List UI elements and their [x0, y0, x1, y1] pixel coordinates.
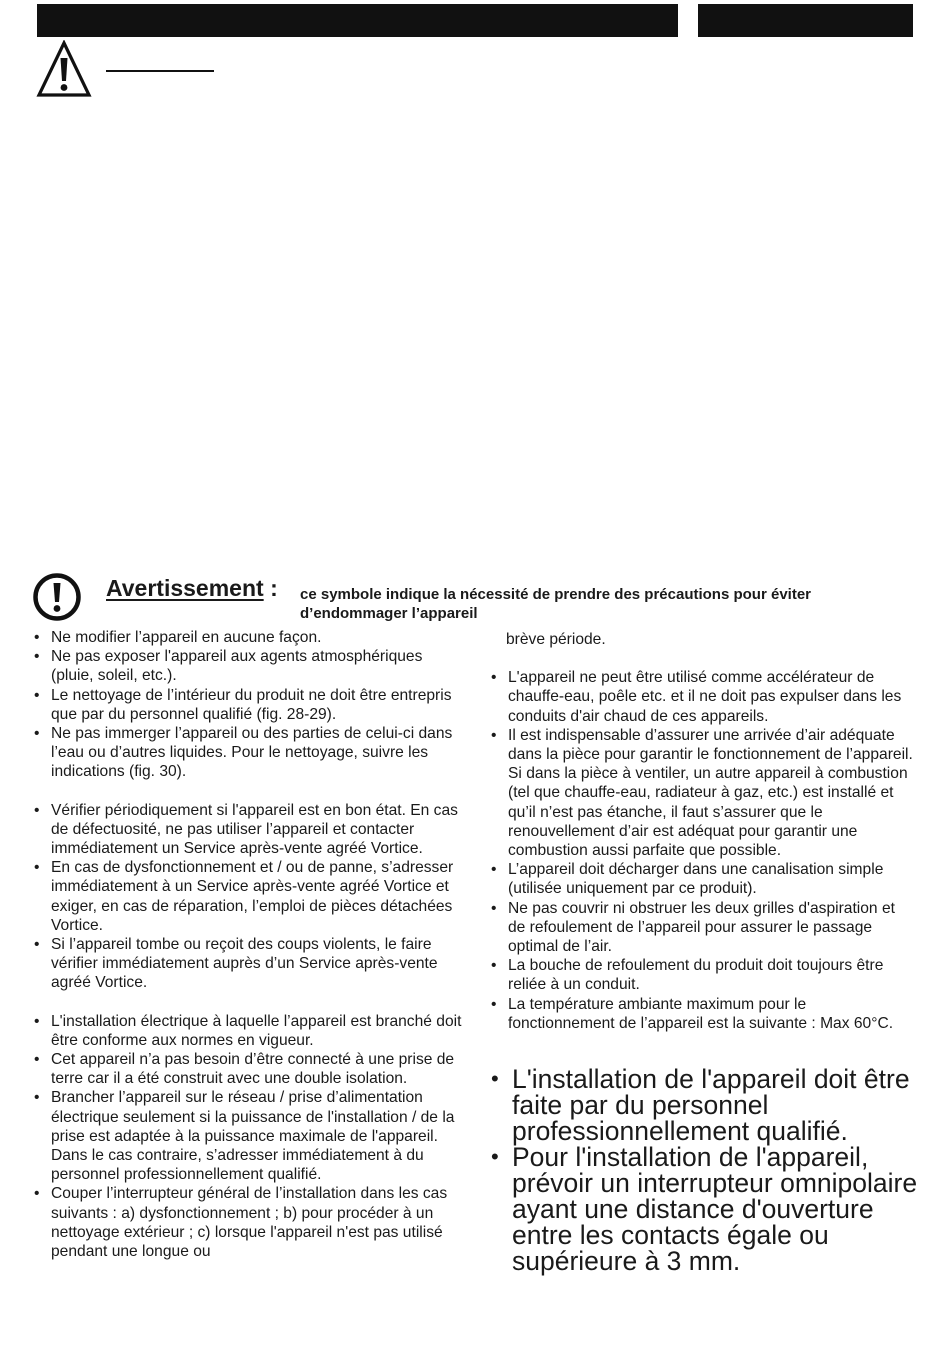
warning-heading [106, 575, 278, 602]
list-item: • Ne modifier l’appareil en aucune façon. [33, 628, 465, 647]
safety-list-left [33, 628, 465, 782]
safety-list-left-2 [33, 801, 465, 993]
header-bar-tab [698, 4, 913, 37]
list-item: • En cas de dysfonctionnement et / ou de panne, s’adresser immédiatement à un Service après-vente agréé Vortice et exiger, en cas de réparation, l’emploi de pièces détachées Vortice. [33, 858, 465, 935]
warning-description: ce symbole indique la nécessité de prendre des précautions pour éviter d’endommager l’appareil [300, 586, 812, 622]
list-item: • L’appareil doit décharger dans une canalisation simple (utilisée uniquement par ce produit). [490, 860, 915, 898]
exclamation-circle-icon [32, 572, 82, 622]
list-item: • Ne pas exposer l'appareil aux agents atmosphériques (pluie, soleil, etc.). [33, 647, 465, 685]
title-underline [106, 70, 214, 72]
installation-notes [490, 1066, 930, 1274]
list-item: • Cet appareil n’a pas besoin d’être connecté à une prise de terre car il a été construit avec une double isolation. [33, 1050, 465, 1088]
list-item: • Le nettoyage de l’intérieur du produit ne doit être entrepris que par du personnel qualifié (fig. 28-29). [33, 686, 465, 724]
continuation-text: brève période. [506, 631, 606, 648]
right-column [490, 630, 915, 1033]
list-item: • La température ambiante maximum pour le fonctionnement de l’appareil est la suivante : Max 60°C. [490, 995, 915, 1033]
left-column [33, 628, 465, 1261]
list-item: • Brancher l’appareil sur le réseau / prise d’alimentation électrique seulement si la puissance de l'installation / de la prise est adaptée à la puissance maximale de l'appareil. Dans le cas contraire, s’adresser immédiatement à du personnel professionnellement qualifié. [33, 1088, 465, 1184]
list-item: • Ne pas couvrir ni obstruer les deux grilles d'aspiration et de refoulement de l’appareil pour assurer le passage optimal de l’air. [490, 899, 915, 957]
warning-triangle-icon [36, 40, 92, 98]
installation-note: • Pour l'installation de l'appareil, prévoir un interrupteur omnipolaire ayant une distance d'ouverture entre les contacts égale ou supérieure à 3 mm. [490, 1144, 930, 1274]
list-item: • L'appareil ne peut être utilisé comme accélérateur de chauffe-eau, poêle etc. et il ne doit pas expulser dans les conduits d'air chaud de ces appareils. [490, 668, 915, 726]
safety-list-left-3 [33, 1012, 465, 1262]
list-item: • Il est indispensable d’assurer une arrivée d’air adéquate dans la pièce pour garantir le fonctionnement de l’appareil. Si dans la pièce à ventiler, un autre appareil à combustion (tel que chauffe-eau, radiateur à gaz, etc.) est installé et qu’il n’est pas étanche, il faut s’assurer que le renouvellement d’air est adéquat pour garantir une combustion aussi parfaite que possible. [490, 726, 915, 860]
installation-note: • L'installation de l'appareil doit être faite par du personnel professionnellement qualifié. [490, 1066, 930, 1144]
header-bar [37, 4, 678, 37]
list-item: • L'installation électrique à laquelle l’appareil est branché doit être conforme aux normes en vigueur. [33, 1012, 465, 1050]
warning-colon: : [270, 575, 278, 601]
list-item: • Si l’appareil tombe ou reçoit des coups violents, le faire vérifier immédiatement auprès d’un Service après-vente agréé Vortice. [33, 935, 465, 993]
list-item: • La bouche de refoulement du produit doit toujours être reliée à un conduit. [490, 956, 915, 994]
warning-title: Avertissement [106, 575, 264, 601]
safety-list-right [490, 668, 915, 1033]
list-item: • Vérifier périodiquement si l'appareil est en bon état. En cas de défectuosité, ne pas utiliser l’appareil et contacter immédiatement un Service après-vente agréé Vortice. [33, 801, 465, 859]
list-item: • Ne pas immerger l’appareil ou des parties de celui-ci dans l’eau ou d’autres liquides. Pour le nettoyage, suivre les indications (fig. 30). [33, 724, 465, 782]
list-item: • Couper l’interrupteur général de l’installation dans les cas suivants : a) dysfonctionnement ; b) pour procéder à un nettoyage extérieur ; c) lorsque l'appareil n'est pas utilisé pendant une longue ou [33, 1184, 465, 1261]
